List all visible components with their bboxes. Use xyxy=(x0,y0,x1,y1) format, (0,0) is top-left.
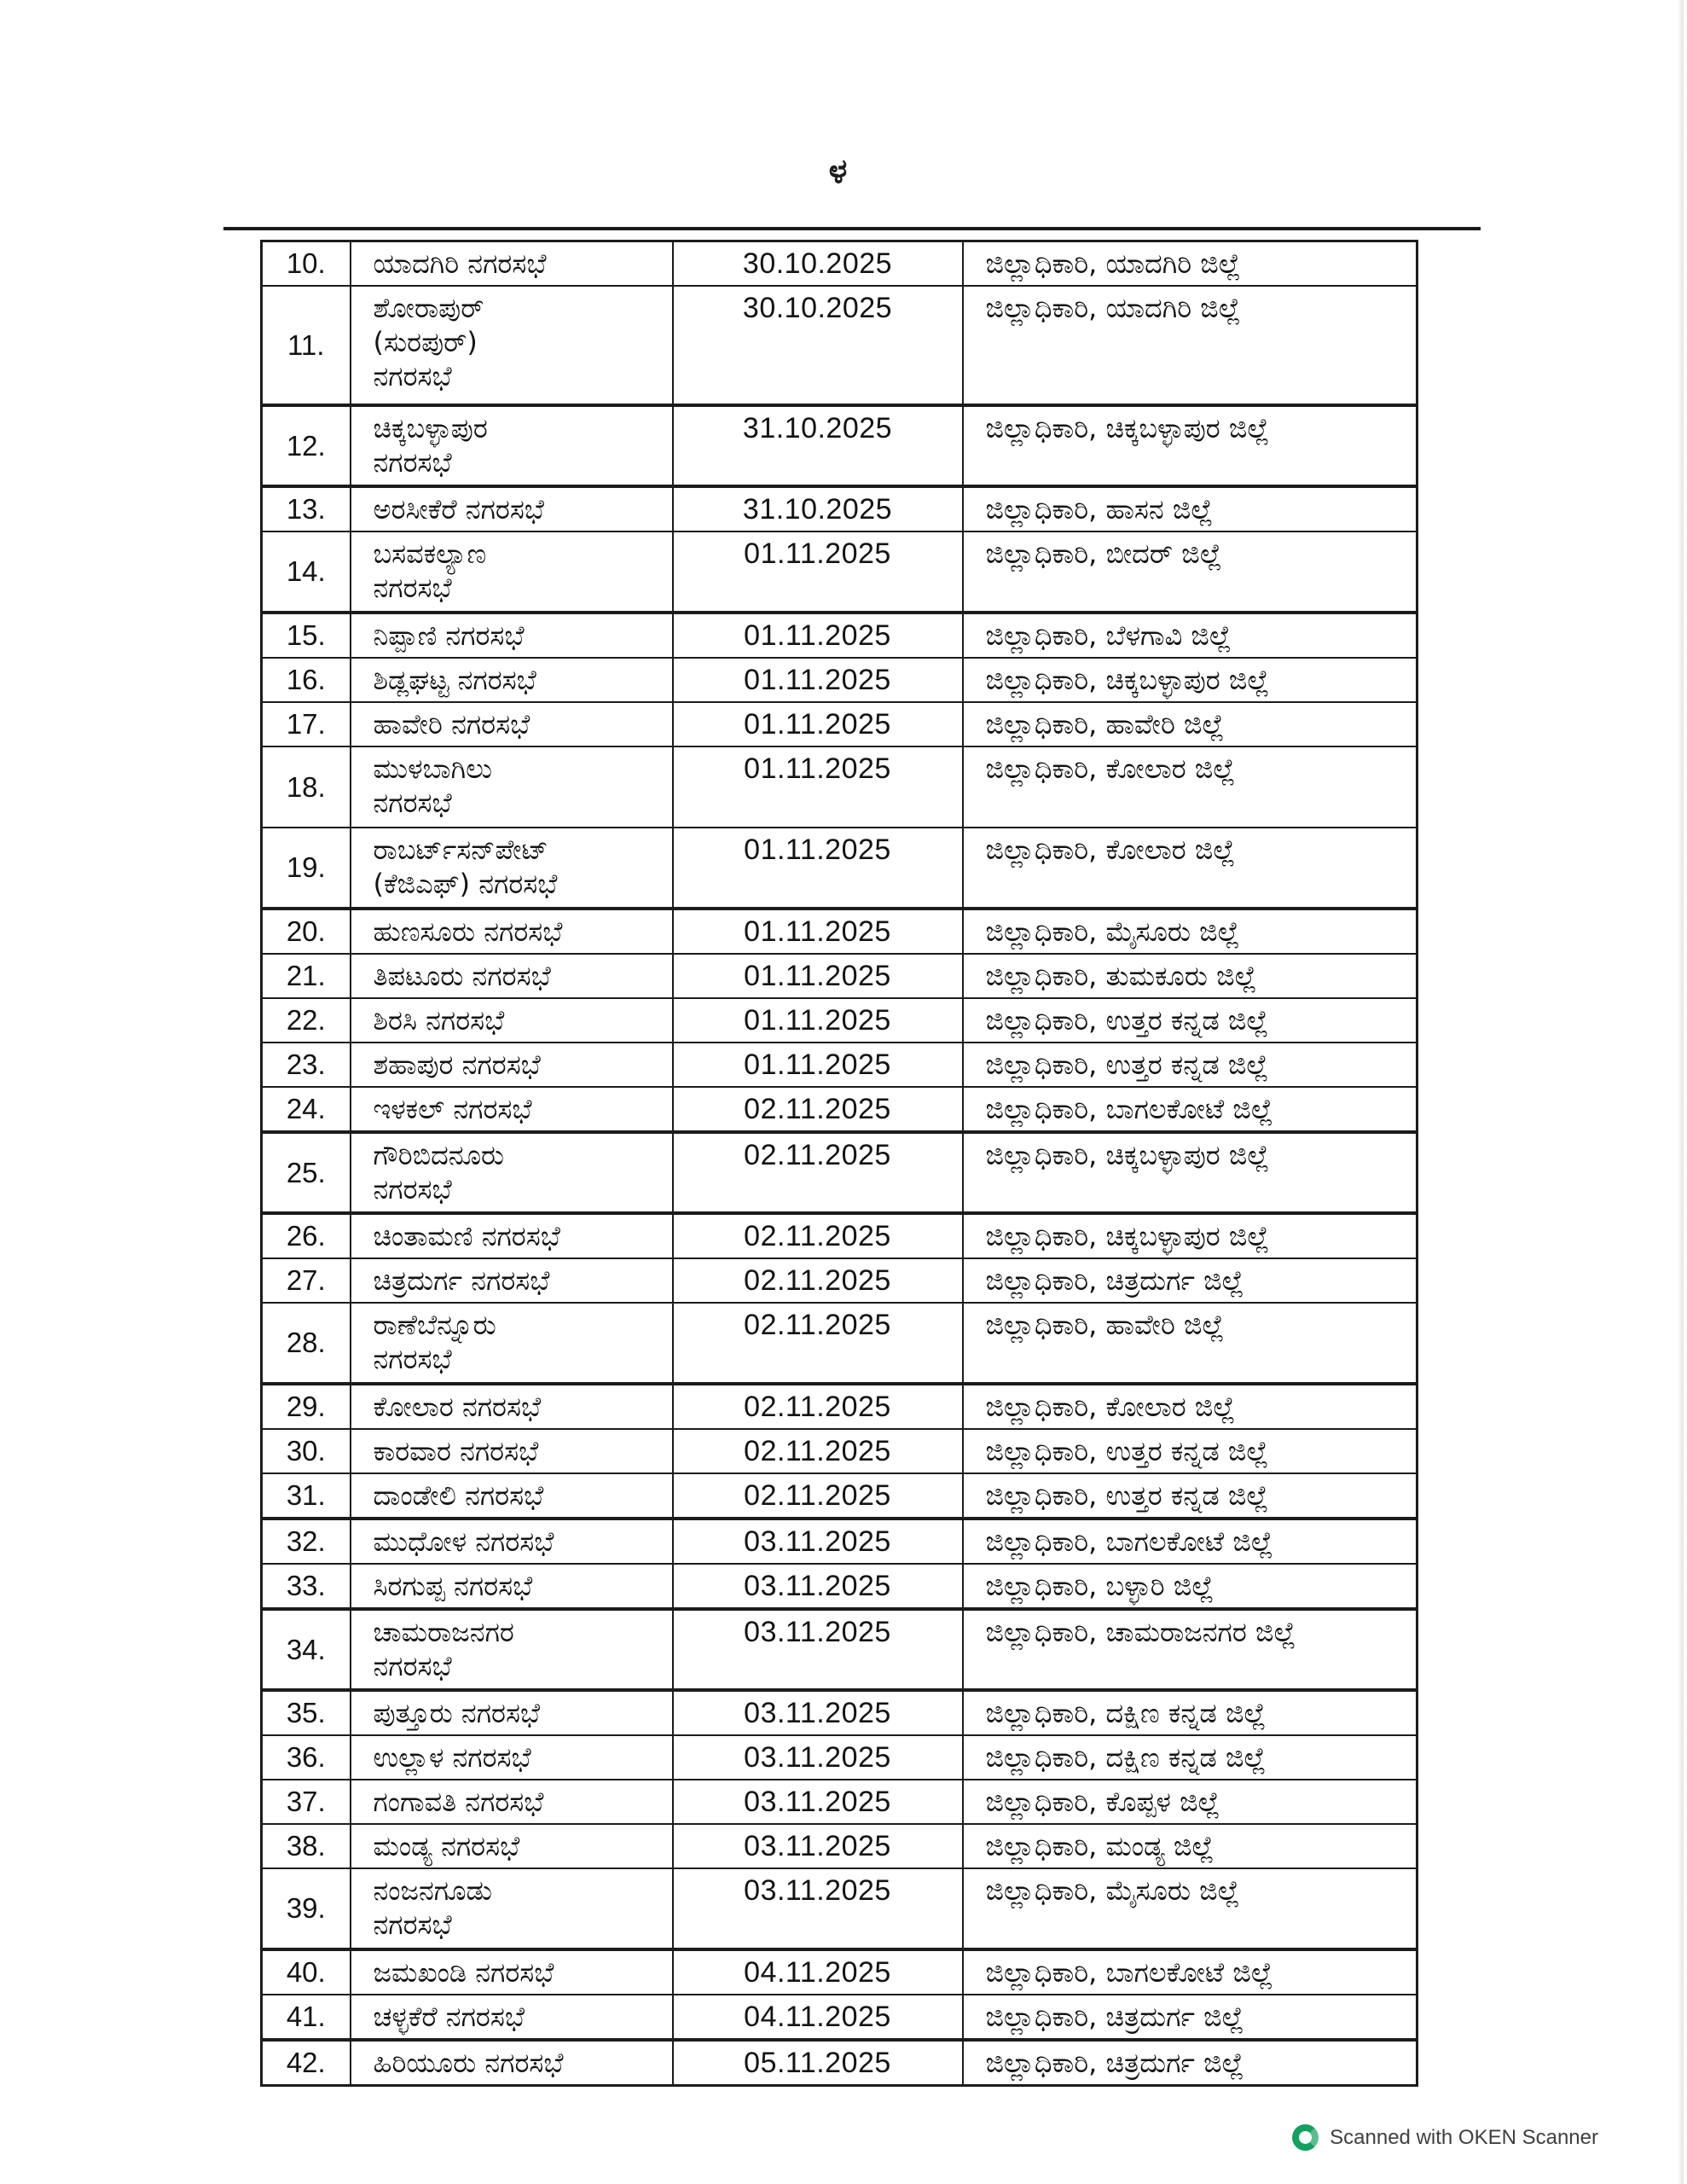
municipality-cell: ಕಾರವಾರ ನಗರಸಭೆ xyxy=(351,1429,673,1473)
serial-cell: 42. xyxy=(262,2040,351,2086)
table-row xyxy=(262,286,1417,405)
serial-cell: 17. xyxy=(262,702,351,746)
municipality-cell: ಶಿಡ್ಲಘಟ್ಟ ನಗರಸಭೆ xyxy=(351,658,673,702)
authority-cell: ಜಿಲ್ಲಾಧಿಕಾರಿ, ಹಾವೇರಿ ಜಿಲ್ಲೆ xyxy=(963,702,1417,746)
serial-cell: 27. xyxy=(262,1258,351,1303)
table-row xyxy=(262,828,1417,909)
table-row xyxy=(262,1429,1417,1473)
authority-cell: ಜಿಲ್ಲಾಧಿಕಾರಿ, ಉತ್ತರ ಕನ್ನಡ ಜಿಲ್ಲೆ xyxy=(963,998,1417,1043)
serial-cell: 21. xyxy=(262,954,351,998)
serial-cell: 10. xyxy=(262,241,351,287)
table-row xyxy=(262,613,1417,658)
serial-cell: 23. xyxy=(262,1043,351,1087)
table-row xyxy=(262,1995,1417,2040)
municipality-cell: ರಾಬರ್ಟ್‌ಸನ್‌ಪೇಟ್ (ಕೆಜಿಎಫ್) ನಗರಸಭೆ xyxy=(351,828,673,909)
municipality-cell: ಅರಸೀಕೆರೆ ನಗರಸಭೆ xyxy=(351,486,673,531)
authority-cell: ಜಿಲ್ಲಾಧಿಕಾರಿ, ಚಿತ್ರದುರ್ಗ ಜಿಲ್ಲೆ xyxy=(963,2040,1417,2086)
table-row xyxy=(262,1043,1417,1087)
date-cell: 30.10.2025 xyxy=(673,241,963,287)
municipality-cell: ದಾಂಡೇಲಿ ನಗರಸಭೆ xyxy=(351,1473,673,1519)
date-cell: 02.11.2025 xyxy=(673,1087,963,1132)
municipality-cell: ಹಿರಿಯೂರು ನಗರಸಭೆ xyxy=(351,2040,673,2086)
table-row xyxy=(262,1258,1417,1303)
serial-cell: 14. xyxy=(262,531,351,613)
municipality-cell: ರಾಣೆಬೆನ್ನೂರು ನಗರಸಭೆ xyxy=(351,1303,673,1384)
serial-cell: 36. xyxy=(262,1735,351,1780)
serial-cell: 18. xyxy=(262,746,351,828)
authority-cell: ಜಿಲ್ಲಾಧಿಕಾರಿ, ಚಿಕ್ಕಬಳ್ಳಾಪುರ ಜಿಲ್ಲೆ xyxy=(963,1213,1417,1258)
authority-cell: ಜಿಲ್ಲಾಧಿಕಾರಿ, ಬಾಗಲಕೋಟೆ ಜಿಲ್ಲೆ xyxy=(963,1087,1417,1132)
authority-cell: ಜಿಲ್ಲಾಧಿಕಾರಿ, ತುಮಕೂರು ಜಿಲ್ಲೆ xyxy=(963,954,1417,998)
table-row xyxy=(262,954,1417,998)
serial-cell: 39. xyxy=(262,1868,351,1949)
date-cell: 03.11.2025 xyxy=(673,1824,963,1868)
serial-cell: 37. xyxy=(262,1780,351,1824)
authority-cell: ಜಿಲ್ಲಾಧಿಕಾರಿ, ಯಾದಗಿರಿ ಜಿಲ್ಲೆ xyxy=(963,241,1417,287)
date-cell: 03.11.2025 xyxy=(673,1609,963,1690)
authority-cell: ಜಿಲ್ಲಾಧಿಕಾರಿ, ಬೆಳಗಾವಿ ಜಿಲ್ಲೆ xyxy=(963,613,1417,658)
municipality-cell: ತಿಪಟೂರು ನಗರಸಭೆ xyxy=(351,954,673,998)
table-body xyxy=(262,241,1417,2086)
municipality-cell: ಇಳಕಲ್ ನಗರಸಭೆ xyxy=(351,1087,673,1132)
serial-cell: 32. xyxy=(262,1519,351,1564)
municipality-cell: ಯಾದಗಿರಿ ನಗರಸಭೆ xyxy=(351,241,673,287)
authority-cell: ಜಿಲ್ಲಾಧಿಕಾರಿ, ಹಾಸನ ಜಿಲ್ಲೆ xyxy=(963,486,1417,531)
serial-cell: 13. xyxy=(262,486,351,531)
serial-cell: 29. xyxy=(262,1384,351,1429)
table-row xyxy=(262,1384,1417,1429)
table-row xyxy=(262,702,1417,746)
authority-cell: ಜಿಲ್ಲಾಧಿಕಾರಿ, ಯಾದಗಿರಿ ಜಿಲ್ಲೆ xyxy=(963,286,1417,405)
date-cell: 03.11.2025 xyxy=(673,1780,963,1824)
municipality-cell: ಚಿಂತಾಮಣಿ ನಗರಸಭೆ xyxy=(351,1213,673,1258)
municipality-cell: ಚಿತ್ರದುರ್ಗ ನಗರಸಭೆ xyxy=(351,1258,673,1303)
date-cell: 02.11.2025 xyxy=(673,1429,963,1473)
authority-cell: ಜಿಲ್ಲಾಧಿಕಾರಿ, ಮಂಡ್ಯ ಜಿಲ್ಲೆ xyxy=(963,1824,1417,1868)
date-cell: 04.11.2025 xyxy=(673,1949,963,1995)
serial-cell: 41. xyxy=(262,1995,351,2040)
table-row xyxy=(262,1473,1417,1519)
authority-cell: ಜಿಲ್ಲಾಧಿಕಾರಿ, ಹಾವೇರಿ ಜಿಲ್ಲೆ xyxy=(963,1303,1417,1384)
scanner-badge-text: Scanned with OKEN Scanner xyxy=(1330,2125,1598,2149)
table-row xyxy=(262,486,1417,531)
table-row xyxy=(262,1868,1417,1949)
date-cell: 01.11.2025 xyxy=(673,954,963,998)
table-row xyxy=(262,1087,1417,1132)
date-cell: 01.11.2025 xyxy=(673,909,963,954)
date-cell: 03.11.2025 xyxy=(673,1564,963,1609)
authority-cell: ಜಿಲ್ಲಾಧಿಕಾರಿ, ಬೀದರ್ ಜಿಲ್ಲೆ xyxy=(963,531,1417,613)
municipality-cell: ಸಿರಗುಪ್ಪ ನಗರಸಭೆ xyxy=(351,1564,673,1609)
table-row xyxy=(262,405,1417,486)
table-row xyxy=(262,1303,1417,1384)
serial-cell: 31. xyxy=(262,1473,351,1519)
serial-cell: 11. xyxy=(262,286,351,405)
municipality-cell: ನಿಪ್ಪಾಣಿ ನಗರಸಭೆ xyxy=(351,613,673,658)
serial-cell: 19. xyxy=(262,828,351,909)
date-cell: 02.11.2025 xyxy=(673,1384,963,1429)
serial-cell: 28. xyxy=(262,1303,351,1384)
serial-cell: 35. xyxy=(262,1690,351,1735)
authority-cell: ಜಿಲ್ಲಾಧಿಕಾರಿ, ಚಿಕ್ಕಬಳ್ಳಾಪುರ ಜಿಲ್ಲೆ xyxy=(963,405,1417,486)
date-cell: 01.11.2025 xyxy=(673,702,963,746)
municipality-schedule-table xyxy=(260,240,1418,2087)
municipality-cell: ಶೋರಾಪುರ್ (ಸುರಪುರ್) ನಗರಸಭೆ xyxy=(351,286,673,405)
table-row xyxy=(262,1519,1417,1564)
municipality-cell: ಹಾವೇರಿ ನಗರಸಭೆ xyxy=(351,702,673,746)
serial-cell: 16. xyxy=(262,658,351,702)
municipality-cell: ಜಮಖಂಡಿ ನಗರಸಭೆ xyxy=(351,1949,673,1995)
municipality-cell: ಪುತ್ತೂರು ನಗರಸಭೆ xyxy=(351,1690,673,1735)
table-row xyxy=(262,1132,1417,1213)
date-cell: 05.11.2025 xyxy=(673,2040,963,2086)
authority-cell: ಜಿಲ್ಲಾಧಿಕಾರಿ, ಬಾಗಲಕೋಟೆ ಜಿಲ್ಲೆ xyxy=(963,1949,1417,1995)
municipality-cell: ಕೋಲಾರ ನಗರಸಭೆ xyxy=(351,1384,673,1429)
municipality-cell: ಚಳ್ಳಕೆರೆ ನಗರಸಭೆ xyxy=(351,1995,673,2040)
serial-cell: 25. xyxy=(262,1132,351,1213)
municipality-cell: ಉಲ್ಲಾಳ ನಗರಸಭೆ xyxy=(351,1735,673,1780)
date-cell: 01.11.2025 xyxy=(673,746,963,828)
authority-cell: ಜಿಲ್ಲಾಧಿಕಾರಿ, ಉತ್ತರ ಕನ್ನಡ ಜಿಲ್ಲೆ xyxy=(963,1473,1417,1519)
authority-cell: ಜಿಲ್ಲಾಧಿಕಾರಿ, ಮೈಸೂರು ಜಿಲ್ಲೆ xyxy=(963,1868,1417,1949)
date-cell: 02.11.2025 xyxy=(673,1473,963,1519)
table-row xyxy=(262,531,1417,613)
date-cell: 03.11.2025 xyxy=(673,1735,963,1780)
municipality-cell: ಮುಳಬಾಗಿಲು ನಗರಸಭೆ xyxy=(351,746,673,828)
table-row xyxy=(262,1824,1417,1868)
serial-cell: 33. xyxy=(262,1564,351,1609)
top-horizontal-rule xyxy=(223,227,1481,230)
serial-cell: 30. xyxy=(262,1429,351,1473)
table-row xyxy=(262,241,1417,287)
date-cell: 04.11.2025 xyxy=(673,1995,963,2040)
municipality-cell: ಶಹಾಪುರ ನಗರಸಭೆ xyxy=(351,1043,673,1087)
serial-cell: 20. xyxy=(262,909,351,954)
date-cell: 31.10.2025 xyxy=(673,486,963,531)
date-cell: 03.11.2025 xyxy=(673,1690,963,1735)
municipality-cell: ಚಿಕ್ಕಬಳ್ಳಾಪುರ ನಗರಸಭೆ xyxy=(351,405,673,486)
date-cell: 02.11.2025 xyxy=(673,1258,963,1303)
municipality-cell: ಗಂಗಾವತಿ ನಗರಸಭೆ xyxy=(351,1780,673,1824)
authority-cell: ಜಿಲ್ಲಾಧಿಕಾರಿ, ಕೋಲಾರ ಜಿಲ್ಲೆ xyxy=(963,828,1417,909)
table-row xyxy=(262,1609,1417,1690)
date-cell: 02.11.2025 xyxy=(673,1303,963,1384)
authority-cell: ಜಿಲ್ಲಾಧಿಕಾರಿ, ಬಾಗಲಕೋಟೆ ಜಿಲ್ಲೆ xyxy=(963,1519,1417,1564)
page-number: ಳ xyxy=(828,152,848,191)
municipality-cell: ಗೌರಿಬಿದನೂರು ನಗರಸಭೆ xyxy=(351,1132,673,1213)
table-row xyxy=(262,1564,1417,1609)
date-cell: 01.11.2025 xyxy=(673,828,963,909)
municipality-cell: ಬಸವಕಲ್ಯಾಣ ನಗರಸಭೆ xyxy=(351,531,673,613)
table-row xyxy=(262,1949,1417,1995)
serial-cell: 12. xyxy=(262,405,351,486)
serial-cell: 34. xyxy=(262,1609,351,1690)
table-row xyxy=(262,1780,1417,1824)
authority-cell: ಜಿಲ್ಲಾಧಿಕಾರಿ, ಉತ್ತರ ಕನ್ನಡ ಜಿಲ್ಲೆ xyxy=(963,1429,1417,1473)
date-cell: 30.10.2025 xyxy=(673,286,963,405)
serial-cell: 24. xyxy=(262,1087,351,1132)
municipality-cell: ಶಿರಸಿ ನಗರಸಭೆ xyxy=(351,998,673,1043)
authority-cell: ಜಿಲ್ಲಾಧಿಕಾರಿ, ಚಿತ್ರದುರ್ಗ ಜಿಲ್ಲೆ xyxy=(963,1995,1417,2040)
table-row xyxy=(262,658,1417,702)
municipality-cell: ಚಾಮರಾಜನಗರ ನಗರಸಭೆ xyxy=(351,1609,673,1690)
authority-cell: ಜಿಲ್ಲಾಧಿಕಾರಿ, ಬಳ್ಳಾರಿ ಜಿಲ್ಲೆ xyxy=(963,1564,1417,1609)
date-cell: 03.11.2025 xyxy=(673,1519,963,1564)
authority-cell: ಜಿಲ್ಲಾಧಿಕಾರಿ, ಚಿಕ್ಕಬಳ್ಳಾಪುರ ಜಿಲ್ಲೆ xyxy=(963,1132,1417,1213)
scan-edge-shadow xyxy=(1678,0,1684,2184)
date-cell: 01.11.2025 xyxy=(673,613,963,658)
serial-cell: 40. xyxy=(262,1949,351,1995)
table-row xyxy=(262,1690,1417,1735)
date-cell: 01.11.2025 xyxy=(673,531,963,613)
table-row xyxy=(262,998,1417,1043)
date-cell: 01.11.2025 xyxy=(673,658,963,702)
scanner-badge xyxy=(1292,2124,1598,2151)
serial-cell: 26. xyxy=(262,1213,351,1258)
authority-cell: ಜಿಲ್ಲಾಧಿಕಾರಿ, ಚಿಕ್ಕಬಳ್ಳಾಪುರ ಜಿಲ್ಲೆ xyxy=(963,658,1417,702)
municipality-cell: ಮಂಡ್ಯ ನಗರಸಭೆ xyxy=(351,1824,673,1868)
table-row xyxy=(262,909,1417,954)
municipality-cell: ನಂಜನಗೂಡು ನಗರಸಭೆ xyxy=(351,1868,673,1949)
table-row xyxy=(262,746,1417,828)
authority-cell: ಜಿಲ್ಲಾಧಿಕಾರಿ, ಕೋಲಾರ ಜಿಲ್ಲೆ xyxy=(963,1384,1417,1429)
table-row xyxy=(262,2040,1417,2086)
date-cell: 31.10.2025 xyxy=(673,405,963,486)
date-cell: 02.11.2025 xyxy=(673,1132,963,1213)
authority-cell: ಜಿಲ್ಲಾಧಿಕಾರಿ, ಚಿತ್ರದುರ್ಗ ಜಿಲ್ಲೆ xyxy=(963,1258,1417,1303)
authority-cell: ಜಿಲ್ಲಾಧಿಕಾರಿ, ದಕ್ಷಿಣ ಕನ್ನಡ ಜಿಲ್ಲೆ xyxy=(963,1690,1417,1735)
authority-cell: ಜಿಲ್ಲಾಧಿಕಾರಿ, ಮೈಸೂರು ಜಿಲ್ಲೆ xyxy=(963,909,1417,954)
date-cell: 01.11.2025 xyxy=(673,1043,963,1087)
table-row xyxy=(262,1735,1417,1780)
serial-cell: 22. xyxy=(262,998,351,1043)
municipality-cell: ಮುಧೋಳ ನಗರಸಭೆ xyxy=(351,1519,673,1564)
date-cell: 02.11.2025 xyxy=(673,1213,963,1258)
authority-cell: ಜಿಲ್ಲಾಧಿಕಾರಿ, ಕೊಪ್ಪಳ ಜಿಲ್ಲೆ xyxy=(963,1780,1417,1824)
serial-cell: 15. xyxy=(262,613,351,658)
oken-scanner-logo-icon xyxy=(1292,2124,1319,2151)
table-row xyxy=(262,1213,1417,1258)
authority-cell: ಜಿಲ್ಲಾಧಿಕಾರಿ, ಚಾಮರಾಜನಗರ ಜಿಲ್ಲೆ xyxy=(963,1609,1417,1690)
municipality-cell: ಹುಣಸೂರು ನಗರಸಭೆ xyxy=(351,909,673,954)
serial-cell: 38. xyxy=(262,1824,351,1868)
date-cell: 01.11.2025 xyxy=(673,998,963,1043)
date-cell: 03.11.2025 xyxy=(673,1868,963,1949)
authority-cell: ಜಿಲ್ಲಾಧಿಕಾರಿ, ಉತ್ತರ ಕನ್ನಡ ಜಿಲ್ಲೆ xyxy=(963,1043,1417,1087)
authority-cell: ಜಿಲ್ಲಾಧಿಕಾರಿ, ಕೋಲಾರ ಜಿಲ್ಲೆ xyxy=(963,746,1417,828)
authority-cell: ಜಿಲ್ಲಾಧಿಕಾರಿ, ದಕ್ಷಿಣ ಕನ್ನಡ ಜಿಲ್ಲೆ xyxy=(963,1735,1417,1780)
